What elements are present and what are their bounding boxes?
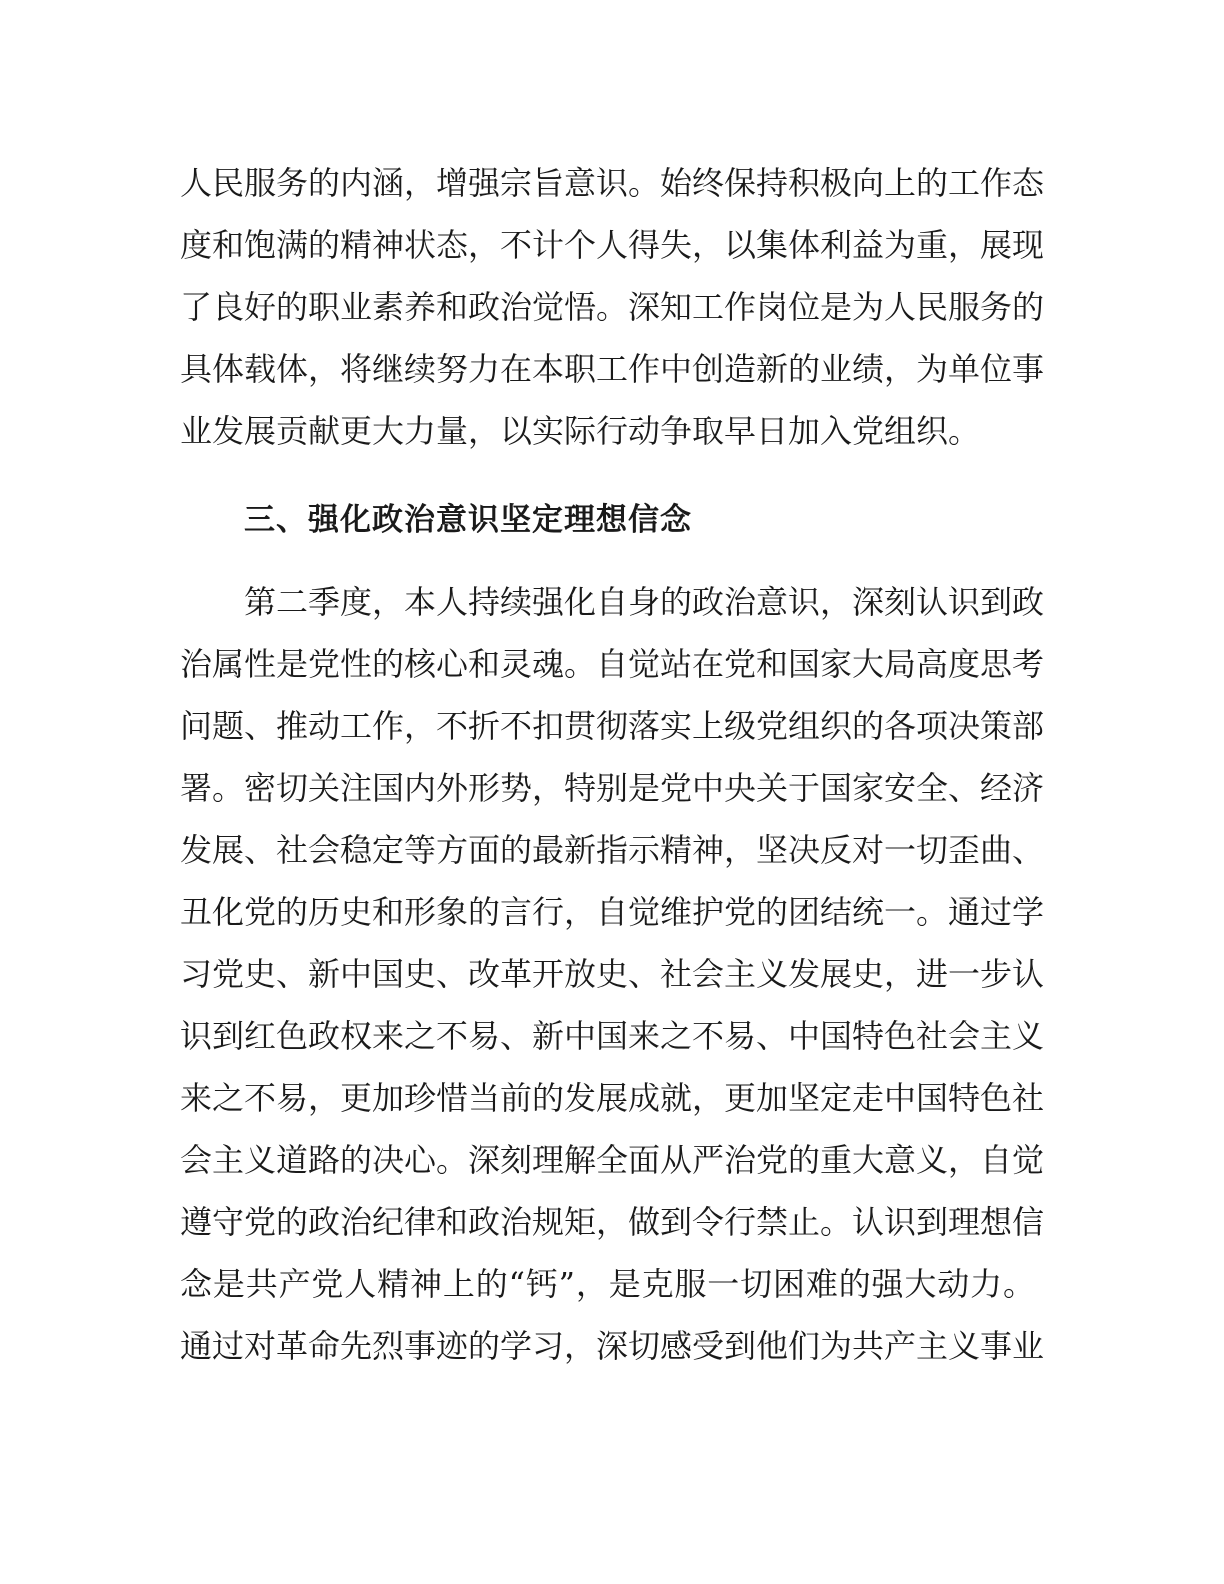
- paragraph-2-line-4: 署。密切关注国内外形势，特别是党中央关于国家安全、经济: [180, 769, 1045, 807]
- section-heading: 三、强化政治意识坚定理想信念: [244, 502, 692, 538]
- paragraph-2-line-12: 念是共产党人精神上的“钙”，是克服一切困难的强大动力。: [180, 1265, 1035, 1303]
- paragraph-2-line-13: 通过对革命先烈事迹的学习，深切感受到他们为共产主义事业: [180, 1327, 1045, 1365]
- paragraph-2-line-2: 治属性是党性的核心和灵魂。自觉站在党和国家大局高度思考: [180, 645, 1045, 683]
- paragraph-1-line-3: 了良好的职业素养和政治觉悟。深知工作岗位是为人民服务的: [180, 288, 1045, 326]
- paragraph-2-line-7: 习党史、新中国史、改革开放史、社会主义发展史，进一步认: [180, 955, 1045, 993]
- paragraph-2-line-10: 会主义道路的决心。深刻理解全面从严治党的重大意义，自觉: [180, 1141, 1045, 1179]
- paragraph-2-line-1: 第二季度，本人持续强化自身的政治意识，深刻认识到政: [244, 583, 1045, 621]
- paragraph-1-line-5: 业发展贡献更大力量，以实际行动争取早日加入党组织。: [180, 412, 981, 450]
- paragraph-2-line-6: 丑化党的历史和形象的言行，自觉维护党的团结统一。通过学: [180, 893, 1045, 931]
- paragraph-2-line-8: 识到红色政权来之不易、新中国来之不易、中国特色社会主义: [180, 1017, 1045, 1055]
- paragraph-1-line-2: 度和饱满的精神状态，不计个人得失，以集体利益为重，展现: [180, 226, 1045, 264]
- paragraph-1-line-1: 人民服务的内涵，增强宗旨意识。始终保持积极向上的工作态: [180, 164, 1045, 202]
- paragraph-2-line-9: 来之不易，更加珍惜当前的发展成就，更加坚定走中国特色社: [180, 1079, 1045, 1117]
- paragraph-1-line-4: 具体载体，将继续努力在本职工作中创造新的业绩，为单位事: [180, 350, 1045, 388]
- paragraph-2-line-11: 遵守党的政治纪律和政治规矩，做到令行禁止。认识到理想信: [180, 1203, 1045, 1241]
- paragraph-2-line-3: 问题、推动工作，不折不扣贯彻落实上级党组织的各项决策部: [180, 707, 1045, 745]
- paragraph-2-line-5: 发展、社会稳定等方面的最新指示精神，坚决反对一切歪曲、: [180, 831, 1045, 869]
